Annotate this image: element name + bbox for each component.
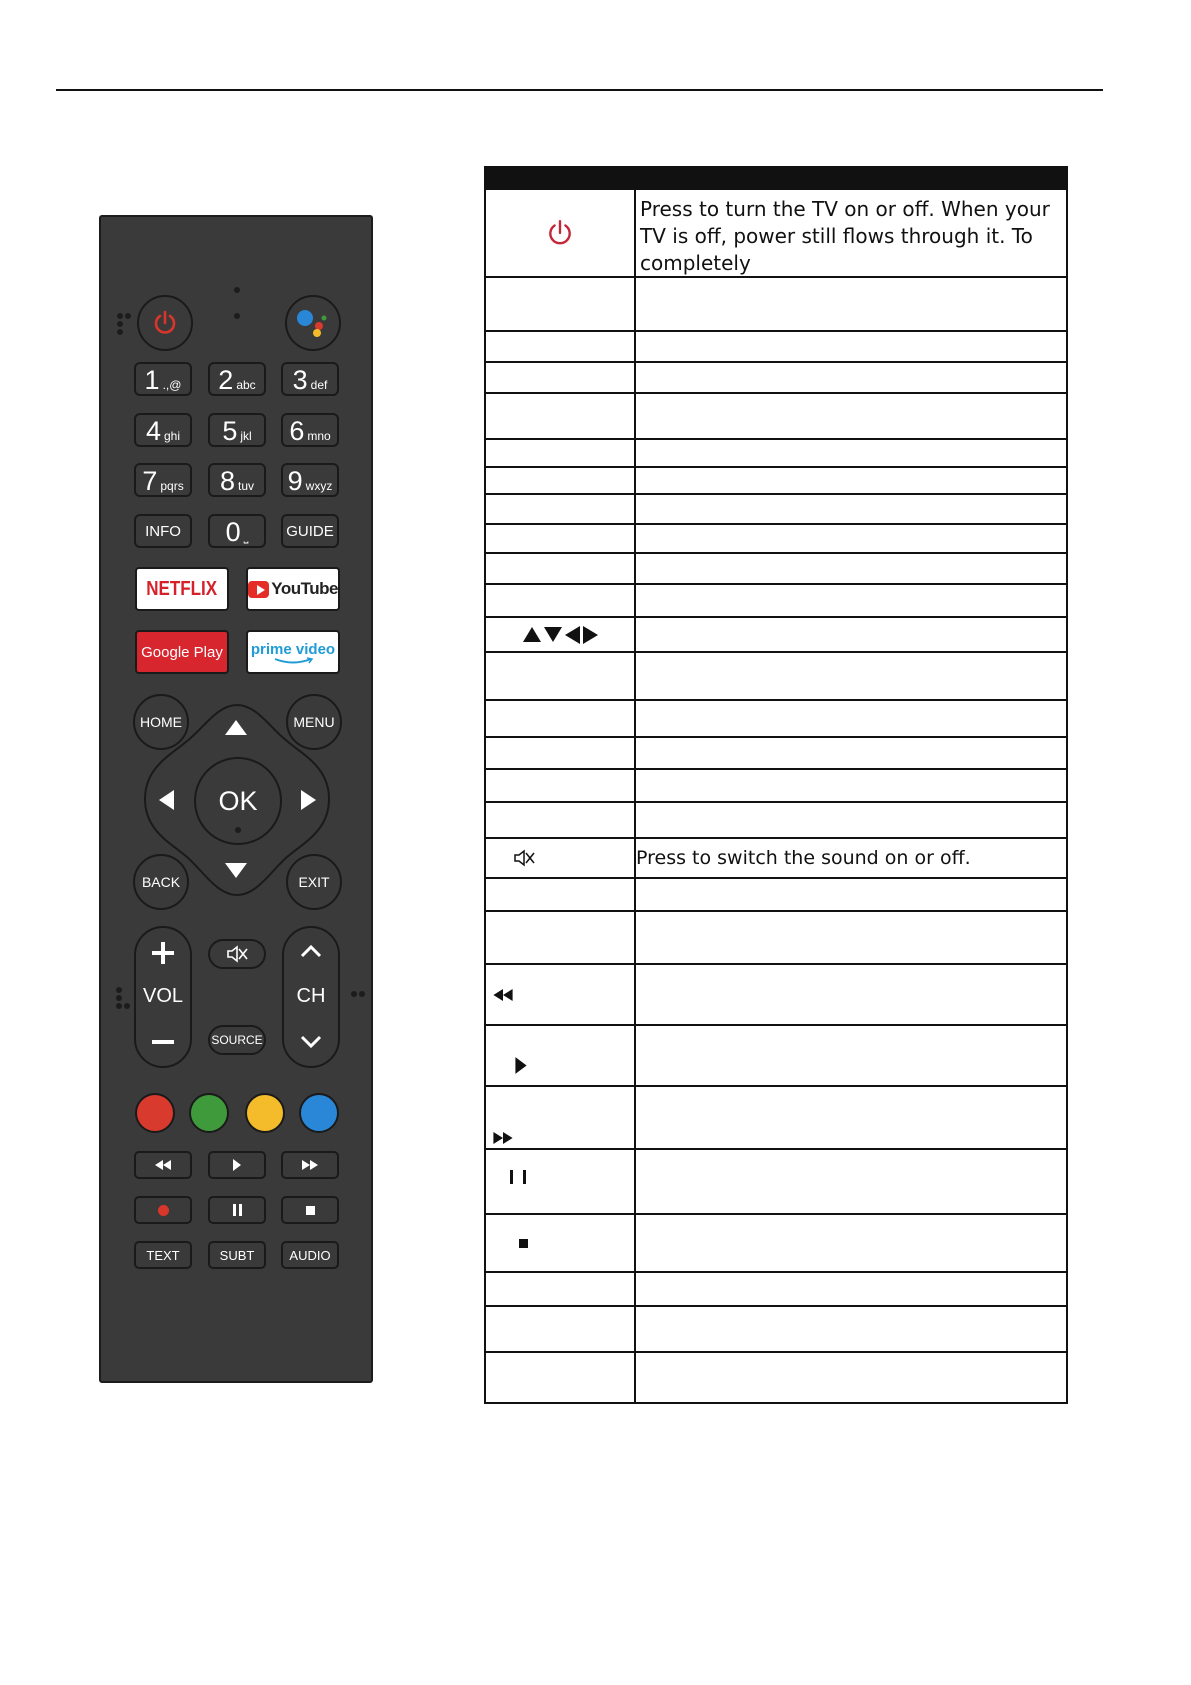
arrows-icon [486,618,634,651]
tactile-dot [235,827,241,833]
key-9[interactable]: 9 wxyz [281,463,339,497]
down-arrow-icon[interactable] [225,863,247,878]
right-arrow-icon[interactable] [301,790,316,810]
fast-forward-icon [492,1132,514,1144]
google-assistant-button[interactable] [285,295,341,351]
source-button[interactable]: SOURCE [208,1025,266,1055]
tactile-dot [116,1003,122,1009]
table-row [486,278,1066,332]
tactile-dot [124,1003,130,1009]
key-2[interactable]: 2 abc [208,362,266,396]
tactile-dot [359,991,365,997]
tactile-dot [351,991,357,997]
tactile-dot [125,313,131,319]
pause-button[interactable] [208,1196,266,1224]
key-4[interactable]: 4 ghi [134,413,192,447]
mute-icon [513,849,535,867]
info-button[interactable]: INFO [134,514,192,548]
yellow-button[interactable] [245,1093,285,1133]
play-button[interactable] [208,1151,266,1179]
top-rule [56,89,1103,91]
table-row [486,879,1066,912]
rewind-button[interactable] [134,1151,192,1179]
amazon-smile-icon [271,657,315,665]
red-button[interactable] [135,1093,175,1133]
volume-rocker[interactable] [134,926,192,1068]
text-button[interactable]: TEXT [134,1241,192,1269]
table-row [486,1026,1066,1087]
netflix-button[interactable] [135,567,229,611]
tactile-dot [117,329,123,335]
home-button[interactable]: HOME [133,694,189,750]
key-6[interactable]: 6 mno [281,413,339,447]
table-row [486,554,1066,585]
channel-label: CH [296,985,326,1007]
table-row [486,1215,1066,1273]
table-row [486,803,1066,839]
up-arrow-icon[interactable] [225,720,247,735]
key-1[interactable]: 1 .,@ [134,362,192,396]
power-icon [152,310,178,336]
volume-down-icon[interactable] [152,1040,174,1044]
table-row [486,1353,1066,1402]
youtube-button[interactable] [246,567,340,611]
ok-button[interactable]: OK [194,757,282,845]
table-row [486,1307,1066,1353]
google-play-button[interactable] [135,630,229,674]
table-row [486,495,1066,525]
button-description-table [484,166,1068,1404]
youtube-logo: YouTube [271,579,338,598]
pause-icon [233,1204,242,1216]
blue-button[interactable] [299,1093,339,1133]
row-description: Press to switch the sound on or off. [636,847,971,869]
key-3[interactable]: 3 def [281,362,339,396]
table-row [486,1150,1066,1215]
table-row [486,525,1066,554]
table-row [486,1273,1066,1307]
key-8[interactable]: 8 tuv [208,463,266,497]
stop-button[interactable] [281,1196,339,1224]
power-icon [546,219,574,247]
table-row [486,440,1066,468]
table-row [486,839,1066,879]
table-row [486,363,1066,394]
tactile-dot [116,987,122,993]
subtitle-button[interactable]: SUBT [208,1241,266,1269]
mute-button[interactable] [208,939,266,969]
table-row [486,965,1066,1026]
audio-button[interactable]: AUDIO [281,1241,339,1269]
exit-button[interactable]: EXIT [286,854,342,910]
assistant-icon [287,297,339,349]
guide-button[interactable]: GUIDE [281,514,339,548]
mic-dot [234,287,240,293]
youtube-play-icon [248,581,269,598]
green-button[interactable] [189,1093,229,1133]
stop-icon [519,1239,528,1248]
google-play-logo: Google Play [141,643,223,661]
table-header [484,166,1068,190]
record-button[interactable] [134,1196,192,1224]
record-icon [158,1205,169,1216]
table-row [486,468,1066,495]
volume-up-icon[interactable] [152,942,174,964]
table-row [486,585,1066,618]
rewind-icon [492,989,514,1001]
row-description: Press to turn the TV on or off. When your TV is off, power still flows through it. To completely [640,197,1050,275]
table-row [486,701,1066,738]
table-row [486,332,1066,363]
stop-icon [306,1206,315,1215]
power-button[interactable] [137,295,193,351]
play-icon [232,1159,242,1171]
prime-video-logo: prime video [250,640,336,658]
channel-down-icon[interactable] [299,1035,323,1049]
prime-video-button[interactable] [246,630,340,674]
left-arrow-icon[interactable] [159,790,174,810]
channel-rocker[interactable] [282,926,340,1068]
table-row [486,1087,1066,1150]
menu-button[interactable]: MENU [286,694,342,750]
table-row [486,618,1066,653]
table-row [486,190,1066,278]
key-5[interactable]: 5 jkl [208,413,266,447]
volume-label: VOL [142,985,184,1007]
mute-icon [226,945,248,963]
tactile-dot [116,995,122,1001]
key-7[interactable]: 7 pqrs [134,463,192,497]
tactile-dot [117,313,123,319]
key-0[interactable]: 0 ⎵ [208,514,266,548]
back-button[interactable]: BACK [133,854,189,910]
table-row [486,738,1066,770]
table-row [486,912,1066,965]
fast-forward-button[interactable] [281,1151,339,1179]
fast-forward-icon [301,1160,319,1170]
rewind-icon [154,1160,172,1170]
tactile-dot [117,321,123,327]
table-row [486,394,1066,440]
netflix-logo: NETFLIX [146,577,218,600]
channel-up-icon[interactable] [299,944,323,958]
remote-control [99,215,373,1383]
table-row [486,653,1066,701]
mic-dot [234,313,240,319]
pause-icon [510,1170,526,1184]
table-row [486,770,1066,803]
play-icon [514,1057,528,1074]
